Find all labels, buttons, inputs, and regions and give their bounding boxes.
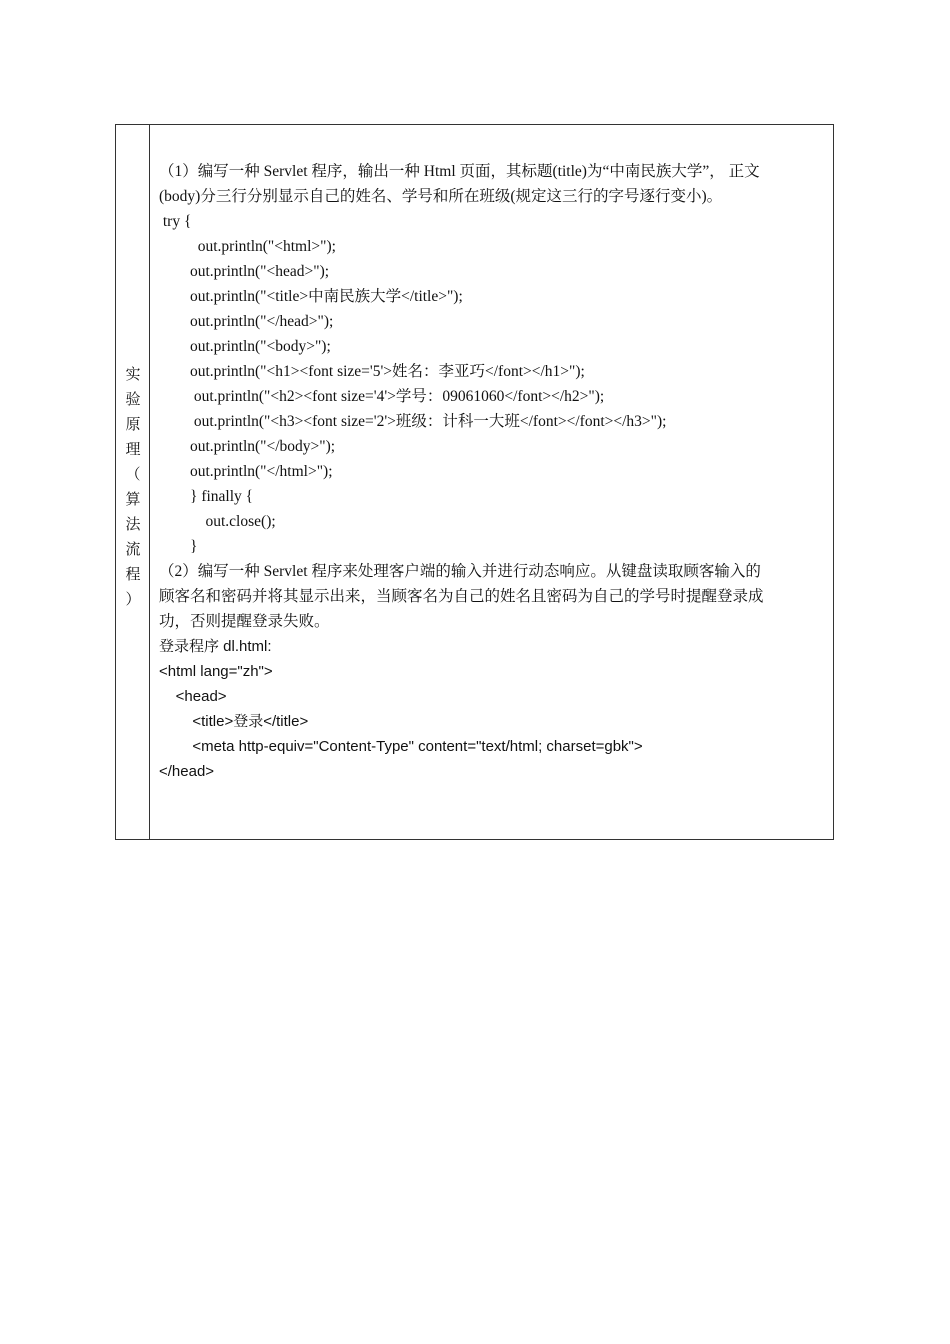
label-char: 流 — [125, 540, 141, 558]
label-char: 验 — [125, 390, 141, 408]
label-char: 理 — [125, 440, 141, 458]
code-line: out.println("<h1><font size='5'>姓名：李亚巧</font></h1>"); — [159, 363, 585, 380]
code-line: } finally { — [159, 488, 254, 505]
code-line: out.close(); — [159, 513, 276, 530]
task2-line: 功，否则提醒登录失败。 — [159, 613, 330, 630]
html-code-line: <html lang="zh"> — [159, 663, 273, 680]
task2-line: 顾客名和密码并将其显示出来，当顾客名为自己的姓名且密码为自己的学号时提醒登录成 — [159, 588, 764, 605]
code-line: out.println("<head>"); — [159, 263, 330, 280]
task2-line: （2）编写一种 Servlet 程序来处理客户端的输入并进行动态响应。从键盘读取顾客输入的 — [159, 563, 761, 580]
code-line: out.println("<title>中南民族大学</title>"); — [159, 288, 463, 305]
experiment-table — [115, 124, 834, 840]
section-label — [116, 362, 150, 612]
html-code-line: <head> — [159, 688, 227, 705]
label-char: 算 — [125, 490, 141, 508]
code-line: try { — [159, 213, 192, 230]
task1-line: (body)分三行分别显示自己的姓名、学号和所在班级(规定这三行的字号逐行变小)。 — [159, 188, 723, 205]
code-line: out.println("</html>"); — [159, 463, 333, 480]
code-line: out.println("</head>"); — [159, 313, 334, 330]
code-line: out.println("<html>"); — [159, 238, 336, 255]
code-line: out.println("</body>"); — [159, 438, 336, 455]
code-line: out.println("<h3><font size='2'>班级：计科一大班</font></font></h3>"); — [159, 413, 667, 430]
content-cell — [159, 159, 827, 784]
html-code-line: 登录程序 dl.html: — [159, 638, 272, 655]
label-char: 实 — [125, 365, 141, 383]
html-code-line: <meta http-equiv="Content-Type" content="text/html; charset=gbk"> — [159, 738, 643, 755]
task1-line: （1）编写一种 Servlet 程序，输出一种 Html 页面，其标题(title)为“中南民族大学”， 正文 — [159, 163, 760, 180]
code-line: out.println("<body>"); — [159, 338, 331, 355]
label-char: 程 — [125, 565, 141, 583]
label-column — [116, 125, 150, 839]
label-char: ） — [125, 590, 141, 608]
code-line: } — [159, 538, 198, 555]
label-char: 法 — [125, 515, 141, 533]
html-code-line: </head> — [159, 763, 215, 780]
label-char: 原 — [125, 415, 141, 433]
label-char: （ — [125, 465, 141, 483]
html-code-line: <title>登录</title> — [159, 713, 309, 730]
code-line: out.println("<h2><font size='4'>学号：09061060</font></h2>"); — [159, 388, 605, 405]
